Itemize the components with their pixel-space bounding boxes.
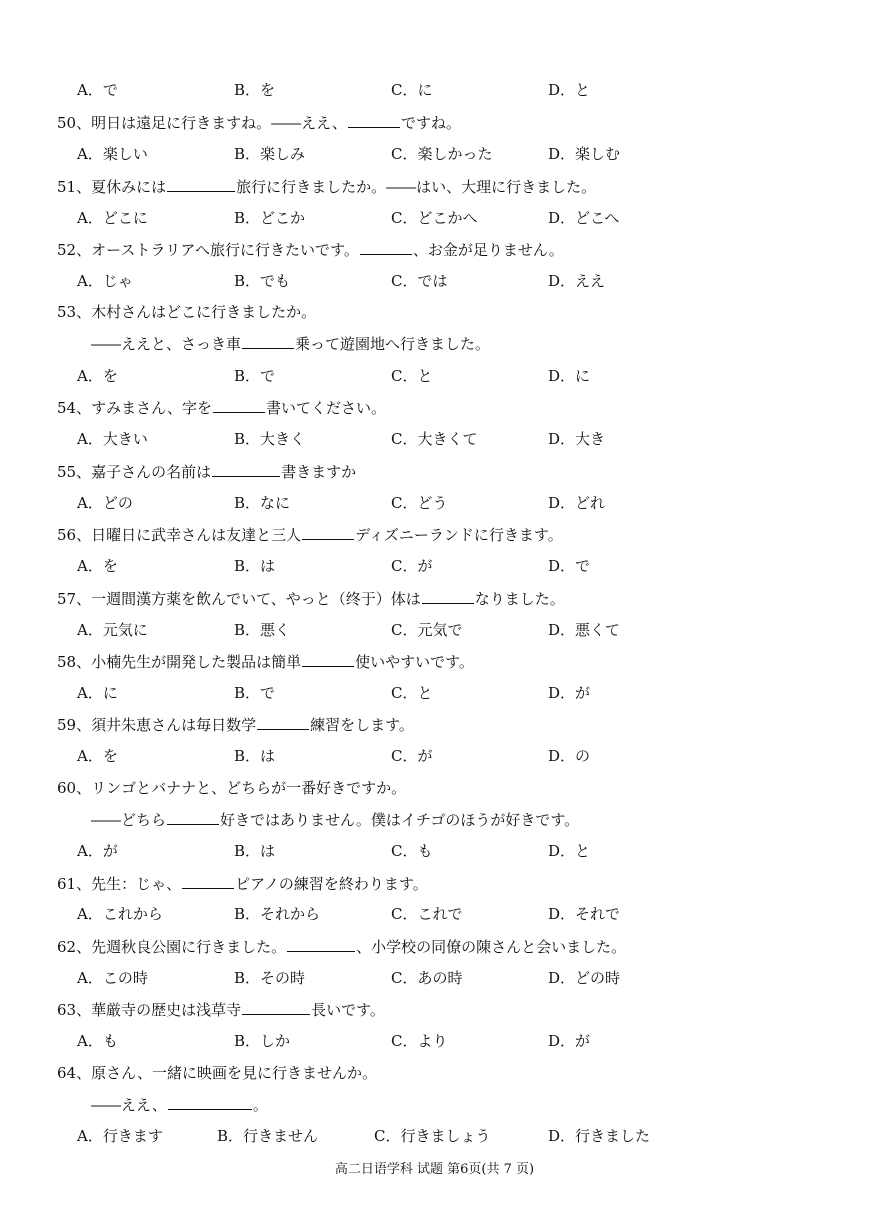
option-d: D．で	[548, 557, 591, 575]
options-row-60	[77, 839, 797, 863]
answer-blank	[242, 997, 310, 1015]
option-a: A．大きい	[77, 430, 148, 448]
question-text-before: すみまさん、字を	[91, 399, 212, 417]
question-text-before: 先週秋良公園に行きました。	[91, 938, 287, 956]
question-text-after: ディズニーランドに行きます。	[355, 526, 563, 544]
question-50	[57, 110, 461, 134]
question-text-before: 須井朱恵さんは毎日数学	[91, 716, 257, 734]
continuation-text-before: ――ええ、	[91, 1096, 167, 1114]
option-c: C．に	[391, 81, 433, 99]
option-c: C．楽しかった	[391, 145, 493, 163]
continuation-text-after: 。	[252, 1096, 268, 1114]
question-58	[57, 649, 474, 673]
option-d: D．の	[548, 747, 591, 765]
options-row-58	[77, 681, 797, 705]
options-row-49	[77, 78, 797, 102]
option-d: D．に	[548, 367, 591, 385]
continuation-text-after: 乗って遊園地へ行きました。	[295, 335, 491, 353]
option-b: B．なに	[234, 494, 291, 512]
option-c: C．と	[391, 684, 433, 702]
question-56	[57, 522, 563, 546]
question-text-before: 原さん、一緒に映画を見に行きませんか。	[91, 1064, 377, 1082]
question-number: 62、	[57, 938, 92, 956]
question-number: 52、	[57, 241, 92, 259]
option-d: D．悪くて	[548, 621, 621, 639]
option-d: D．が	[548, 1032, 591, 1050]
question-59	[57, 712, 414, 736]
question-53	[57, 300, 316, 324]
option-d: D．それで	[548, 905, 621, 923]
option-a: A．どこに	[77, 209, 148, 227]
question-number: 53、	[57, 303, 92, 321]
answer-blank	[287, 934, 355, 952]
options-row-54	[77, 427, 797, 451]
option-d: D．大き	[548, 430, 606, 448]
question-text-before: 嘉子さんの名前は	[91, 463, 212, 481]
question-number: 57、	[57, 590, 92, 608]
question-text-before: 先生：じゃ、	[91, 875, 182, 893]
answer-blank	[348, 110, 400, 128]
question-text-before: リンゴとバナナと、どちらが一番好きですか。	[91, 779, 407, 797]
option-b: B．で	[234, 684, 276, 702]
question-text-after: 書いてください。	[266, 399, 387, 417]
question-text-after: 長いです。	[311, 1001, 385, 1019]
option-b: B．どこか	[234, 209, 306, 227]
options-row-62	[77, 966, 797, 990]
option-b: B．それから	[234, 905, 321, 923]
option-c: C．大きくて	[391, 430, 478, 448]
option-b: B．悪く	[234, 621, 291, 639]
options-row-52	[77, 269, 797, 293]
option-b: B．その時	[234, 969, 306, 987]
question-text-before: 日曜日に武幸さんは友達と三人	[91, 526, 302, 544]
option-c: C．より	[391, 1032, 448, 1050]
answer-blank	[182, 871, 234, 889]
question-60-continuation	[91, 807, 579, 831]
option-b: B．で	[234, 367, 276, 385]
question-text-after: 、小学校の同僚の陳さんと会いました。	[356, 938, 627, 956]
question-60	[57, 776, 406, 800]
question-text-after: ですね。	[401, 114, 462, 132]
question-text-before: 夏休みには	[91, 178, 167, 196]
option-b: B．でも	[234, 272, 291, 290]
answer-blank	[168, 1092, 252, 1110]
question-55	[57, 459, 356, 483]
question-61	[57, 871, 428, 895]
answer-blank	[360, 237, 412, 255]
option-c: C．が	[391, 747, 433, 765]
question-number: 64、	[57, 1064, 92, 1082]
option-b: B．は	[234, 842, 276, 860]
options-row-53	[77, 364, 797, 388]
page-footer: 高二日语学科 试题 第6页(共 7 页)	[334, 1162, 535, 1177]
answer-blank	[167, 807, 219, 825]
question-text-before: 小楠先生が開発した製品は簡単	[91, 653, 302, 671]
options-row-55	[77, 491, 797, 515]
continuation-text-before: ――どちら	[91, 811, 167, 829]
option-b: B．大きく	[234, 430, 306, 448]
question-text-after: 使いやすいです。	[355, 653, 474, 671]
question-text-after: 書きますか	[281, 463, 357, 481]
answer-blank	[212, 459, 280, 477]
option-a: A．が	[77, 842, 118, 860]
answer-blank	[302, 522, 354, 540]
option-d: D．と	[548, 842, 591, 860]
option-a: A．を	[77, 747, 118, 765]
option-c: C．と	[391, 367, 433, 385]
option-a: A．どの	[77, 494, 133, 512]
question-text-before: 一週間漢方薬を飲んでいて、やっと（终于）体は	[91, 590, 421, 608]
option-d: D．どこへ	[548, 209, 620, 227]
options-row-50	[77, 142, 797, 166]
question-number: 51、	[57, 178, 92, 196]
option-a: A．を	[77, 367, 118, 385]
continuation-text-before: ――ええと、さっき車	[91, 335, 242, 353]
option-a: A．元気に	[77, 621, 148, 639]
question-number: 50、	[57, 114, 92, 132]
option-c: C．どう	[391, 494, 448, 512]
option-c: C．元気で	[391, 621, 463, 639]
answer-blank	[213, 395, 265, 413]
option-a: A．で	[77, 81, 118, 99]
question-number: 63、	[57, 1001, 92, 1019]
option-b: B．を	[234, 81, 276, 99]
continuation-text-after: 好きではありません。僕はイチゴのほうが好きです。	[220, 811, 580, 829]
question-text-after: 練習をします。	[310, 716, 414, 734]
option-c: C．では	[391, 272, 448, 290]
options-row-61	[77, 902, 797, 926]
answer-blank	[167, 174, 235, 192]
question-51	[57, 174, 596, 198]
option-a: A．この時	[77, 969, 148, 987]
option-a: A．これから	[77, 905, 163, 923]
question-text-before: 木村さんはどこに行きましたか。	[91, 303, 317, 321]
question-text-before: 明日は遠足に行きますね。――ええ、	[91, 114, 347, 132]
option-c: C．が	[391, 557, 433, 575]
question-number: 60、	[57, 779, 92, 797]
option-c: C．これで	[391, 905, 463, 923]
question-number: 61、	[57, 875, 92, 893]
option-a: A．も	[77, 1032, 118, 1050]
question-number: 55、	[57, 463, 92, 481]
option-d: D．ええ	[548, 272, 606, 290]
option-d: D．行きました	[548, 1127, 651, 1145]
option-a: A．行きます	[77, 1127, 163, 1145]
option-a: A．に	[77, 684, 118, 702]
option-a: A．を	[77, 557, 118, 575]
option-a: A．じゃ	[77, 272, 133, 290]
question-number: 54、	[57, 399, 92, 417]
question-number: 56、	[57, 526, 92, 544]
question-text-after: 、お金が足りません。	[412, 241, 564, 259]
question-57	[57, 586, 565, 610]
question-number: 59、	[57, 716, 92, 734]
question-text-after: なりました。	[474, 590, 565, 608]
option-c: C．行きましょう	[374, 1127, 491, 1145]
options-row-63	[77, 1029, 797, 1053]
options-row-64	[77, 1124, 797, 1148]
answer-blank	[242, 331, 294, 349]
question-53-continuation	[91, 331, 490, 355]
option-d: D．どの時	[548, 969, 621, 987]
options-row-56	[77, 554, 797, 578]
question-64-continuation	[91, 1092, 268, 1116]
option-b: B．楽しみ	[234, 145, 306, 163]
answer-blank	[422, 586, 474, 604]
option-b: B．行きません	[217, 1127, 319, 1145]
option-a: A．楽しい	[77, 145, 148, 163]
options-row-51	[77, 206, 797, 230]
question-number: 58、	[57, 653, 92, 671]
option-b: B．しか	[234, 1032, 291, 1050]
options-row-59	[77, 744, 797, 768]
option-d: D．楽しむ	[548, 145, 621, 163]
option-d: D．が	[548, 684, 591, 702]
question-text-after: ピアノの練習を終わります。	[235, 875, 428, 893]
question-63	[57, 997, 385, 1021]
question-54	[57, 395, 386, 419]
option-d: D．と	[548, 81, 591, 99]
question-52	[57, 237, 564, 261]
option-b: B．は	[234, 557, 276, 575]
question-text-before: 華厳寺の歴史は浅草寺	[91, 1001, 242, 1019]
option-c: C．どこかへ	[391, 209, 478, 227]
question-text-after: 旅行に行きましたか。――はい、大理に行きました。	[236, 178, 597, 196]
options-row-57	[77, 618, 797, 642]
question-62	[57, 934, 626, 958]
option-c: C．あの時	[391, 969, 463, 987]
option-b: B．は	[234, 747, 276, 765]
answer-blank	[302, 649, 354, 667]
option-d: D．どれ	[548, 494, 606, 512]
option-c: C．も	[391, 842, 433, 860]
question-text-before: オーストラリアへ旅行に行きたいです。	[91, 241, 359, 259]
answer-blank	[257, 712, 309, 730]
question-64	[57, 1061, 377, 1085]
